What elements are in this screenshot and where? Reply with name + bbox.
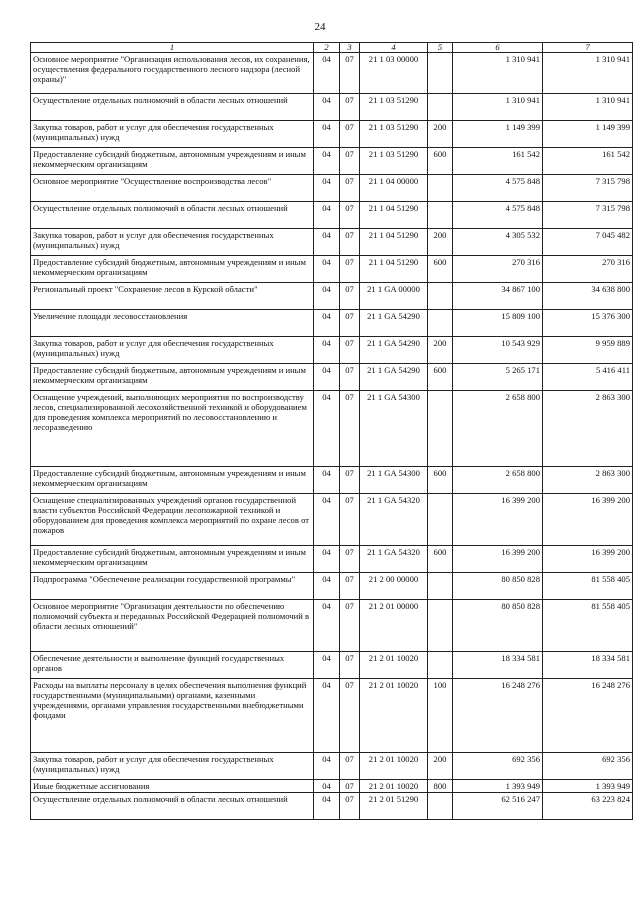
subsection-code: 07 (340, 94, 360, 121)
section-code: 04 (314, 310, 340, 337)
expense-type-code: 200 (428, 121, 453, 148)
subsection-code: 07 (340, 494, 360, 546)
subsection-code: 07 (340, 202, 360, 229)
subsection-code: 07 (340, 310, 360, 337)
amount-year-1: 80 850 828 (453, 573, 543, 600)
target-article-code: 21 1 03 51290 (360, 94, 428, 121)
item-name: Основное мероприятие "Организация деятельности по обеспечению полномочий субъекта и переданных Российской Федерацией полномочий в области лесных отношений" (31, 600, 314, 652)
target-article-code: 21 2 00 00000 (360, 573, 428, 600)
amount-year-2: 16 399 200 (543, 546, 633, 573)
expense-type-code: 600 (428, 467, 453, 494)
expense-type-code (428, 652, 453, 679)
section-code: 04 (314, 546, 340, 573)
table-row (31, 679, 633, 753)
target-article-code: 21 1 03 00000 (360, 53, 428, 94)
amount-year-2: 161 542 (543, 148, 633, 175)
amount-year-2: 2 863 300 (543, 391, 633, 467)
target-article-code: 21 1 04 51290 (360, 256, 428, 283)
target-article-code: 21 1 GA 54300 (360, 467, 428, 494)
item-name: Закупка товаров, работ и услуг для обеспечения государственных (муниципальных) нужд (31, 753, 314, 780)
amount-year-2: 7 315 798 (543, 202, 633, 229)
table-header-row (31, 43, 633, 53)
subsection-code: 07 (340, 780, 360, 793)
subsection-code: 07 (340, 148, 360, 175)
table-row (31, 202, 633, 229)
amount-year-1: 34 867 100 (453, 283, 543, 310)
expense-type-code (428, 391, 453, 467)
amount-year-1: 10 543 929 (453, 337, 543, 364)
expense-type-code: 200 (428, 229, 453, 256)
subsection-code: 07 (340, 679, 360, 753)
expense-type-code: 800 (428, 780, 453, 793)
amount-year-2: 1 310 941 (543, 94, 633, 121)
header-col-3: 3 (340, 43, 360, 53)
item-name: Закупка товаров, работ и услуг для обеспечения государственных (муниципальных) нужд (31, 337, 314, 364)
expense-type-code: 100 (428, 679, 453, 753)
item-name: Предоставление субсидий бюджетным, автономным учреждениям и иным некоммерческим организациям (31, 364, 314, 391)
section-code: 04 (314, 467, 340, 494)
item-name: Основное мероприятие "Организация использования лесов, их сохранения, осуществления федерального государственного лесного надзора (лесной охраны)" (31, 53, 314, 94)
section-code: 04 (314, 600, 340, 652)
header-col-6: 6 (453, 43, 543, 53)
amount-year-2: 692 356 (543, 753, 633, 780)
amount-year-1: 62 516 247 (453, 793, 543, 820)
amount-year-2: 18 334 581 (543, 652, 633, 679)
expense-type-code (428, 283, 453, 310)
subsection-code: 07 (340, 121, 360, 148)
section-code: 04 (314, 573, 340, 600)
table-row (31, 229, 633, 256)
amount-year-2: 81 558 405 (543, 600, 633, 652)
subsection-code: 07 (340, 364, 360, 391)
table-row (31, 494, 633, 546)
amount-year-2: 81 558 405 (543, 573, 633, 600)
item-name: Осуществление отдельных полномочий в области лесных отношений (31, 793, 314, 820)
expense-type-code: 600 (428, 364, 453, 391)
target-article-code: 21 1 04 51290 (360, 229, 428, 256)
amount-year-2: 7 045 482 (543, 229, 633, 256)
section-code: 04 (314, 780, 340, 793)
section-code: 04 (314, 53, 340, 94)
target-article-code: 21 2 01 10020 (360, 780, 428, 793)
table-row (31, 780, 633, 793)
target-article-code: 21 1 GA 54290 (360, 310, 428, 337)
table-row (31, 337, 633, 364)
amount-year-1: 16 399 200 (453, 546, 543, 573)
target-article-code: 21 1 GA 54320 (360, 546, 428, 573)
amount-year-2: 16 399 200 (543, 494, 633, 546)
table-row (31, 175, 633, 202)
amount-year-2: 270 316 (543, 256, 633, 283)
expense-type-code: 600 (428, 148, 453, 175)
section-code: 04 (314, 121, 340, 148)
section-code: 04 (314, 753, 340, 780)
amount-year-2: 63 223 824 (543, 793, 633, 820)
amount-year-1: 2 658 800 (453, 467, 543, 494)
expense-type-code (428, 175, 453, 202)
item-name: Оснащение учреждений, выполняющих мероприятия по воспроизводству лесов, специализированной лесохозяйственной техникой и оборудованием для проведения комплекса мероприятий по лесовосстановлению и лесоразведению (31, 391, 314, 467)
amount-year-2: 1 310 941 (543, 53, 633, 94)
target-article-code: 21 2 01 10020 (360, 652, 428, 679)
item-name: Закупка товаров, работ и услуг для обеспечения государственных (муниципальных) нужд (31, 229, 314, 256)
table-row (31, 391, 633, 467)
section-code: 04 (314, 94, 340, 121)
item-name: Предоставление субсидий бюджетным, автономным учреждениям и иным некоммерческим организациям (31, 467, 314, 494)
amount-year-1: 16 399 200 (453, 494, 543, 546)
expense-type-code: 600 (428, 546, 453, 573)
table-row (31, 364, 633, 391)
amount-year-2: 9 959 889 (543, 337, 633, 364)
table-row (31, 652, 633, 679)
table-row (31, 53, 633, 94)
header-col-7: 7 (543, 43, 633, 53)
amount-year-1: 4 575 848 (453, 202, 543, 229)
item-name: Закупка товаров, работ и услуг для обеспечения государственных (муниципальных) нужд (31, 121, 314, 148)
item-name: Основное мероприятие "Осуществление воспроизводства лесов" (31, 175, 314, 202)
amount-year-2: 1 149 399 (543, 121, 633, 148)
table-row (31, 573, 633, 600)
item-name: Предоставление субсидий бюджетным, автономным учреждениям и иным некоммерческим организациям (31, 148, 314, 175)
table-row (31, 310, 633, 337)
subsection-code: 07 (340, 467, 360, 494)
section-code: 04 (314, 652, 340, 679)
budget-table (30, 42, 633, 820)
expense-type-code (428, 53, 453, 94)
amount-year-1: 4 305 532 (453, 229, 543, 256)
amount-year-2: 1 393 949 (543, 780, 633, 793)
target-article-code: 21 1 03 51290 (360, 148, 428, 175)
target-article-code: 21 1 GA 54290 (360, 364, 428, 391)
table-row (31, 793, 633, 820)
amount-year-1: 692 356 (453, 753, 543, 780)
amount-year-1: 1 149 399 (453, 121, 543, 148)
item-name: Осуществление отдельных полномочий в области лесных отношений (31, 94, 314, 121)
expense-type-code (428, 573, 453, 600)
amount-year-2: 15 376 300 (543, 310, 633, 337)
item-name: Расходы на выплаты персоналу в целях обеспечения выполнения функций государственными (муниципальными) органами, казенными учреждениями, органами управления государственными внебюджетными фондами (31, 679, 314, 753)
target-article-code: 21 2 01 00000 (360, 600, 428, 652)
amount-year-1: 18 334 581 (453, 652, 543, 679)
amount-year-1: 1 310 941 (453, 94, 543, 121)
expense-type-code: 600 (428, 256, 453, 283)
section-code: 04 (314, 337, 340, 364)
table-row (31, 148, 633, 175)
expense-type-code (428, 600, 453, 652)
section-code: 04 (314, 793, 340, 820)
section-code: 04 (314, 283, 340, 310)
item-name: Подпрограмма "Обеспечение реализации государственной программы" (31, 573, 314, 600)
table-row (31, 753, 633, 780)
header-col-5: 5 (428, 43, 453, 53)
subsection-code: 07 (340, 256, 360, 283)
table-row (31, 467, 633, 494)
section-code: 04 (314, 364, 340, 391)
item-name: Предоставление субсидий бюджетным, автономным учреждениям и иным некоммерческим организациям (31, 256, 314, 283)
subsection-code: 07 (340, 573, 360, 600)
item-name: Иные бюджетные ассигнования (31, 780, 314, 793)
subsection-code: 07 (340, 283, 360, 310)
amount-year-2: 16 248 276 (543, 679, 633, 753)
target-article-code: 21 2 01 10020 (360, 679, 428, 753)
amount-year-1: 1 310 941 (453, 53, 543, 94)
amount-year-1: 5 265 171 (453, 364, 543, 391)
expense-type-code (428, 202, 453, 229)
table-row (31, 94, 633, 121)
expense-type-code (428, 310, 453, 337)
item-name: Обеспечение деятельности и выполнение функций государственных органов (31, 652, 314, 679)
expense-type-code: 200 (428, 337, 453, 364)
page-number: 24 (314, 21, 326, 33)
expense-type-code (428, 94, 453, 121)
header-col-1: 1 (31, 43, 314, 53)
item-name: Осуществление отдельных полномочий в области лесных отношений (31, 202, 314, 229)
subsection-code: 07 (340, 337, 360, 364)
section-code: 04 (314, 175, 340, 202)
section-code: 04 (314, 391, 340, 467)
amount-year-1: 2 658 800 (453, 391, 543, 467)
item-name: Увеличение площади лесовосстановления (31, 310, 314, 337)
amount-year-1: 4 575 848 (453, 175, 543, 202)
table-row (31, 121, 633, 148)
section-code: 04 (314, 202, 340, 229)
item-name: Оснащение специализированных учреждений органов государственной власти субъектов Российской Федерации лесопожарной техникой и оборудованием для проведения комплекса мероприятий по охране лесов от пожаров (31, 494, 314, 546)
target-article-code: 21 1 GA 00000 (360, 283, 428, 310)
amount-year-1: 16 248 276 (453, 679, 543, 753)
amount-year-2: 34 638 800 (543, 283, 633, 310)
expense-type-code (428, 793, 453, 820)
subsection-code: 07 (340, 391, 360, 467)
section-code: 04 (314, 256, 340, 283)
header-col-4: 4 (360, 43, 428, 53)
item-name: Предоставление субсидий бюджетным, автономным учреждениям и иным некоммерческим организациям (31, 546, 314, 573)
amount-year-1: 270 316 (453, 256, 543, 283)
amount-year-2: 5 416 411 (543, 364, 633, 391)
section-code: 04 (314, 229, 340, 256)
subsection-code: 07 (340, 753, 360, 780)
table-row (31, 546, 633, 573)
expense-type-code: 200 (428, 753, 453, 780)
target-article-code: 21 1 03 51290 (360, 121, 428, 148)
table-row (31, 256, 633, 283)
table-row (31, 283, 633, 310)
subsection-code: 07 (340, 229, 360, 256)
section-code: 04 (314, 148, 340, 175)
table-row (31, 600, 633, 652)
target-article-code: 21 1 GA 54290 (360, 337, 428, 364)
target-article-code: 21 1 04 51290 (360, 202, 428, 229)
section-code: 04 (314, 494, 340, 546)
target-article-code: 21 1 GA 54320 (360, 494, 428, 546)
subsection-code: 07 (340, 546, 360, 573)
subsection-code: 07 (340, 53, 360, 94)
amount-year-2: 2 863 300 (543, 467, 633, 494)
amount-year-1: 1 393 949 (453, 780, 543, 793)
header-col-2: 2 (314, 43, 340, 53)
subsection-code: 07 (340, 793, 360, 820)
subsection-code: 07 (340, 652, 360, 679)
item-name: Региональный проект "Сохранение лесов в Курской области" (31, 283, 314, 310)
target-article-code: 21 2 01 51290 (360, 793, 428, 820)
target-article-code: 21 2 01 10020 (360, 753, 428, 780)
section-code: 04 (314, 679, 340, 753)
amount-year-2: 7 315 798 (543, 175, 633, 202)
amount-year-1: 15 809 100 (453, 310, 543, 337)
amount-year-1: 80 850 828 (453, 600, 543, 652)
expense-type-code (428, 494, 453, 546)
target-article-code: 21 1 GA 54300 (360, 391, 428, 467)
target-article-code: 21 1 04 00000 (360, 175, 428, 202)
subsection-code: 07 (340, 175, 360, 202)
amount-year-1: 161 542 (453, 148, 543, 175)
subsection-code: 07 (340, 600, 360, 652)
